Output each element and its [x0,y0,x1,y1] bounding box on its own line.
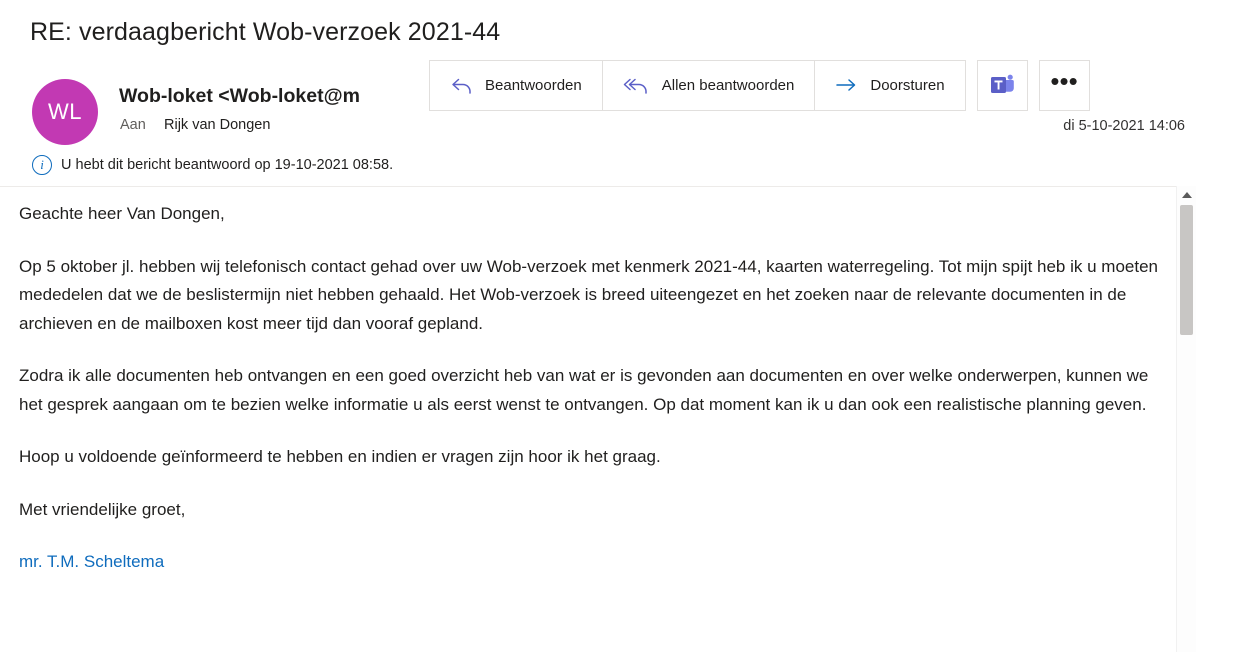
avatar: WL [32,79,98,145]
body-closing: Met vriendelijke groet, [19,499,186,519]
reply-label: Beantwoorden [485,77,582,94]
body-paragraph-2: Zodra ik alle documenten heb ontvangen en een goed overzicht heb van wat er is gevonden aan documenten en over welke onderwerpen, kunnen we het gesprek aangaan om te bezien welke informatie u als eerst wenst te ontvangen. Op dat moment kan ik u dan ook een realistische planning geven. [19,366,1149,414]
teams-share-button[interactable] [977,60,1028,111]
more-actions-button[interactable]: ••• [1039,60,1090,111]
scrollbar-thumb[interactable] [1180,205,1193,335]
reply-icon [450,76,474,96]
body-paragraph-3: Hoop u voldoende geïnformeerd te hebben en indien er vragen zijn hoor ik het graag. [19,447,661,466]
info-icon: i [32,155,52,175]
body-scrollbar[interactable] [1176,186,1196,652]
body-signature [19,548,1167,577]
chevron-up-icon [1182,192,1192,198]
forward-icon [835,76,859,96]
teams-icon [990,73,1015,98]
body-greeting: Geachte heer Van Dongen, [19,204,225,223]
to-label: Aan [120,117,146,133]
page-title: RE: verdaagbericht Wob-verzoek 2021-44 [30,18,501,46]
to-recipients[interactable]: Rijk van Dongen [164,117,271,133]
reply-all-label: Allen beantwoorden [661,77,795,94]
reply-button-group [429,60,966,111]
reply-all-icon [623,76,651,96]
reply-all-button[interactable] [603,61,815,110]
forward-button[interactable] [815,61,964,110]
message-timestamp: di 5-10-2021 14:06 [1063,118,1185,134]
message-command-bar [429,60,1090,111]
signature-link[interactable]: mr. T.M. Scheltema [19,552,165,571]
reply-button[interactable] [430,61,602,110]
message-body [19,200,1167,601]
forward-label: Doorsturen [870,77,945,94]
scroll-up-button[interactable] [1177,186,1196,203]
body-paragraph-1: Op 5 oktober jl. hebben wij telefonisch contact gehad over uw Wob-verzoek met kenmerk 2021-44, kaarten waterregeling. Tot mijn spijt heb ik u moeten mededelen dat we de beslistermijn niet hebben gehaald. Het Wob-verzoek is breed uiteengezet en het zoeken naar de relevante documenten in de archieven en de mailboxen kost meer tijd dan vooraf gepland. [19,256,1158,333]
header-divider [0,186,1196,187]
sender-name[interactable]: Wob-loket <Wob-loket@m [119,85,360,107]
reply-status-infobar [32,155,393,175]
reply-status-text: U hebt dit bericht beantwoord op 19-10-2021 08:58. [61,157,394,173]
